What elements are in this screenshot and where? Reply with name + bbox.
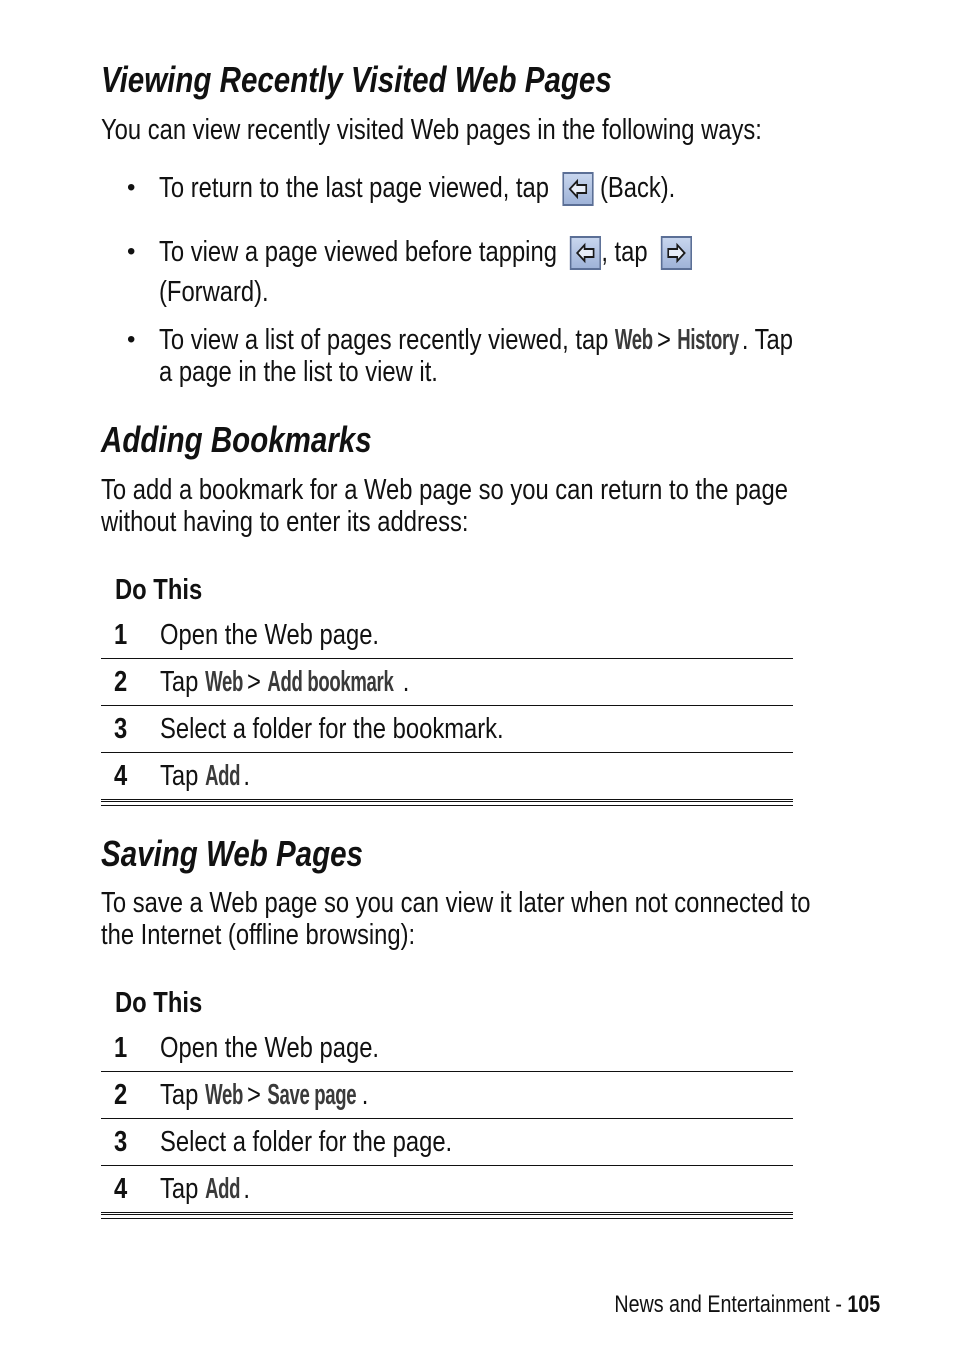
forward-arrow-icon[interactable] xyxy=(661,236,692,270)
back-arrow-icon[interactable] xyxy=(562,172,593,206)
bullet-history: • To view a list of pages recently viewed, tap Web > History. Tap a page in the list to view it. xyxy=(127,324,793,388)
table-row: 3 Select a folder for the bookmark. xyxy=(101,706,793,753)
menu-web: Web xyxy=(204,666,243,698)
bullet-forward: • To view a page viewed before tapping , tap (Forward). xyxy=(0,236,954,306)
steps-table-save xyxy=(101,981,793,1219)
table-row: 4 Tap Add . xyxy=(101,1166,793,1213)
intro-adding-bookmarks: To add a bookmark for a Web page so you can return to the page without having to enter its address: xyxy=(101,474,788,538)
menu-history: History xyxy=(677,324,740,356)
back-arrow-icon[interactable] xyxy=(570,236,601,270)
table-row: 4 Tap Add . xyxy=(101,753,793,800)
heading-saving-web-pages: Saving Web Pages xyxy=(101,833,363,874)
table-row: 2 Tap Web > Save page . xyxy=(101,1072,793,1119)
footer-section: News and Entertainment - xyxy=(614,1291,848,1318)
heading-adding-bookmarks: Adding Bookmarks xyxy=(101,419,372,460)
table-row: 1 Open the Web page. xyxy=(101,612,793,659)
menu-web: Web xyxy=(615,324,653,356)
page-footer xyxy=(556,1290,880,1320)
menu-web: Web xyxy=(204,1079,243,1111)
heading-viewing-recent: Viewing Recently Visited Web Pages xyxy=(101,59,612,100)
table-header: Do This xyxy=(115,987,203,1019)
table-row: 2 Tap Web > Add bookmark . xyxy=(101,659,793,706)
table-row: 1 Open the Web page. xyxy=(101,1025,793,1072)
menu-add: Add xyxy=(204,1173,241,1205)
menu-add: Add xyxy=(204,760,241,792)
intro-viewing-recent: You can view recently visited Web pages in the following ways: xyxy=(101,114,762,146)
menu-add-bookmark: Add bookmark xyxy=(267,666,394,698)
table-header: Do This xyxy=(115,574,203,606)
table-end-rule xyxy=(101,801,793,806)
bullet-back: • To return to the last page viewed, tap (Back). xyxy=(0,170,954,210)
page-number: 105 xyxy=(847,1291,880,1318)
intro-saving-web-pages: To save a Web page so you can view it later when not connected to the Internet (offline browsing): xyxy=(101,887,811,951)
steps-table-bookmark xyxy=(101,568,793,806)
menu-save-page: Save page xyxy=(267,1079,357,1111)
table-end-rule xyxy=(101,1214,793,1219)
table-row: 3 Select a folder for the page. xyxy=(101,1119,793,1166)
